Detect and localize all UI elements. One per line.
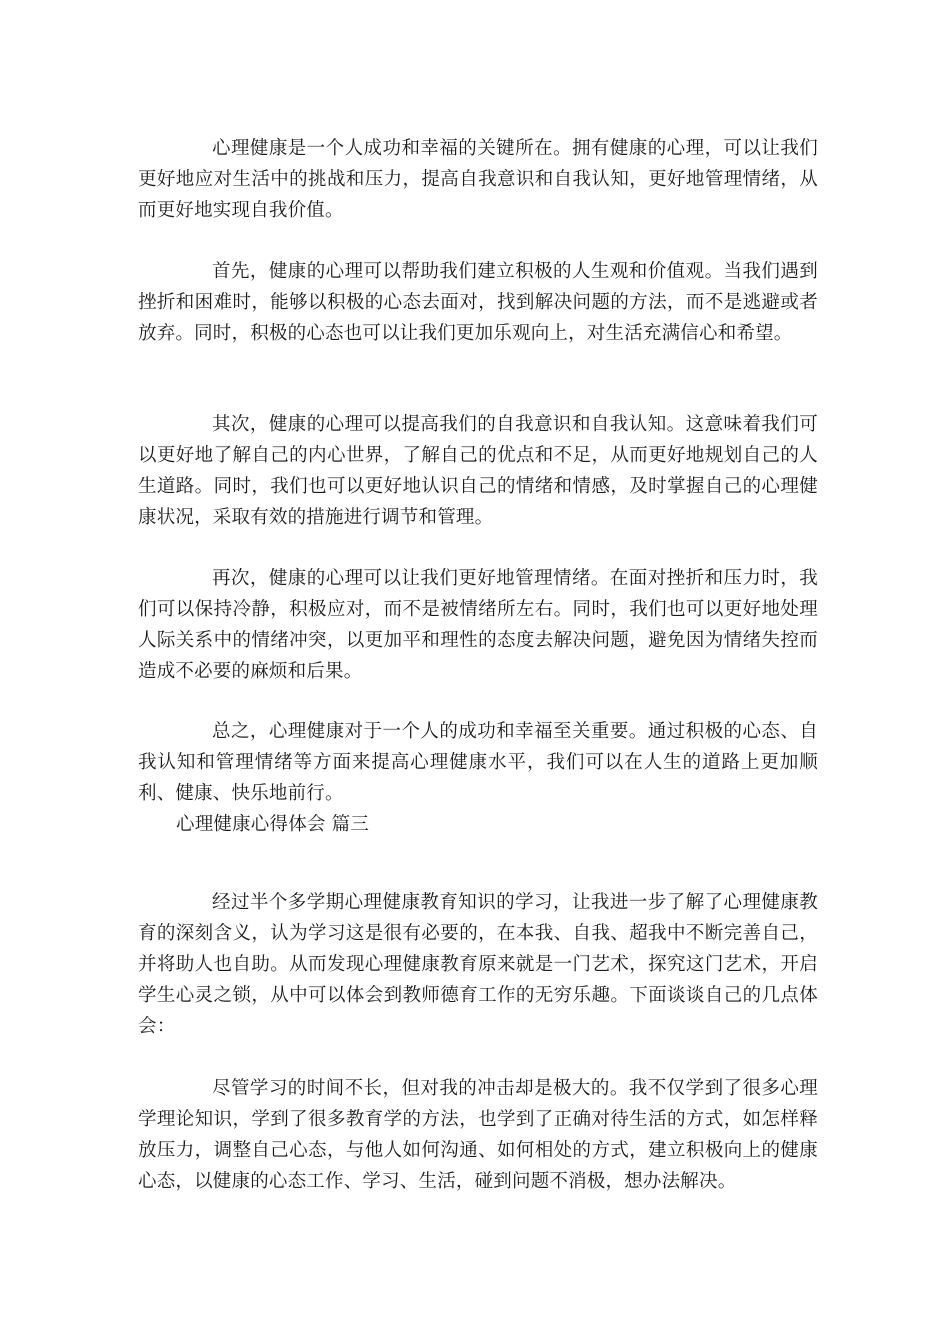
paragraph-conclusion: 总之，心理健康对于一个人的成功和幸福至关重要。通过积极的心态、自我认知和管理情绪等方面来提高心理健康水平，我们可以在人生的道路上更加顺利、健康、快乐地前行。: [138, 721, 818, 804]
paragraph-second: 其次，健康的心理可以提高我们的自我意识和自我认知。这意味着我们可以更好地了解自己的内心世界，了解自己的优点和不足，从而更好地规划自己的人生道路。同时，我们也可以更好地认识自己的情绪和情感，及时掌握自己的心理健康状况，采取有效的措施进行调节和管理。: [138, 414, 818, 528]
paragraph-first: 首先，健康的心理可以帮助我们建立积极的人生观和价值观。当我们遇到挫折和困难时，能够以积极的心态去面对，找到解决问题的方法，而不是逃避或者放弃。同时，积极的心态也可以让我们更加乐观向上，对生活充满信心和希望。: [138, 261, 818, 344]
paragraph-third: 再次，健康的心理可以让我们更好地管理情绪。在面对挫折和压力时，我们可以保持冷静，积极应对，而不是被情绪所左右。同时，我们也可以更好地处理人际关系中的情绪冲突，以更加平和理性的态度去解决问题，避免因为情绪失控而造成不必要的麻烦和后果。: [138, 568, 818, 682]
paragraph-section-intro: 经过半个多学期心理健康教育知识的学习，让我进一步了解了心理健康教育的深刻含义，认为学习这是很有必要的，在本我、自我、超我中不断完善自己，并将助人也自助。从而发现心理健康教育原来就是一门艺术，探究这门艺术，开启学生心灵之锁，从中可以体会到教师德育工作的无穷乐趣。下面谈谈自己的几点体会：: [138, 892, 818, 1037]
section-heading: 心理健康心得体会 篇三: [176, 814, 370, 835]
paragraph-intro: 心理健康是一个人成功和幸福的关键所在。拥有健康的心理，可以让我们更好地应对生活中的挑战和压力，提高自我意识和自我认知，更好地管理情绪，从而更好地实现自我价值。: [138, 138, 818, 221]
paragraph-section-body: 尽管学习的时间不长，但对我的冲击却是极大的。我不仅学到了很多心理学理论知识，学到了很多教育学的方法，也学到了正确对待生活的方式，如怎样释放压力，调整自己心态，与他人如何沟通、如何相处的方式，建立积极向上的健康心态，以健康的心态工作、学习、生活，碰到问题不消极，想办法解决。: [138, 1078, 818, 1192]
